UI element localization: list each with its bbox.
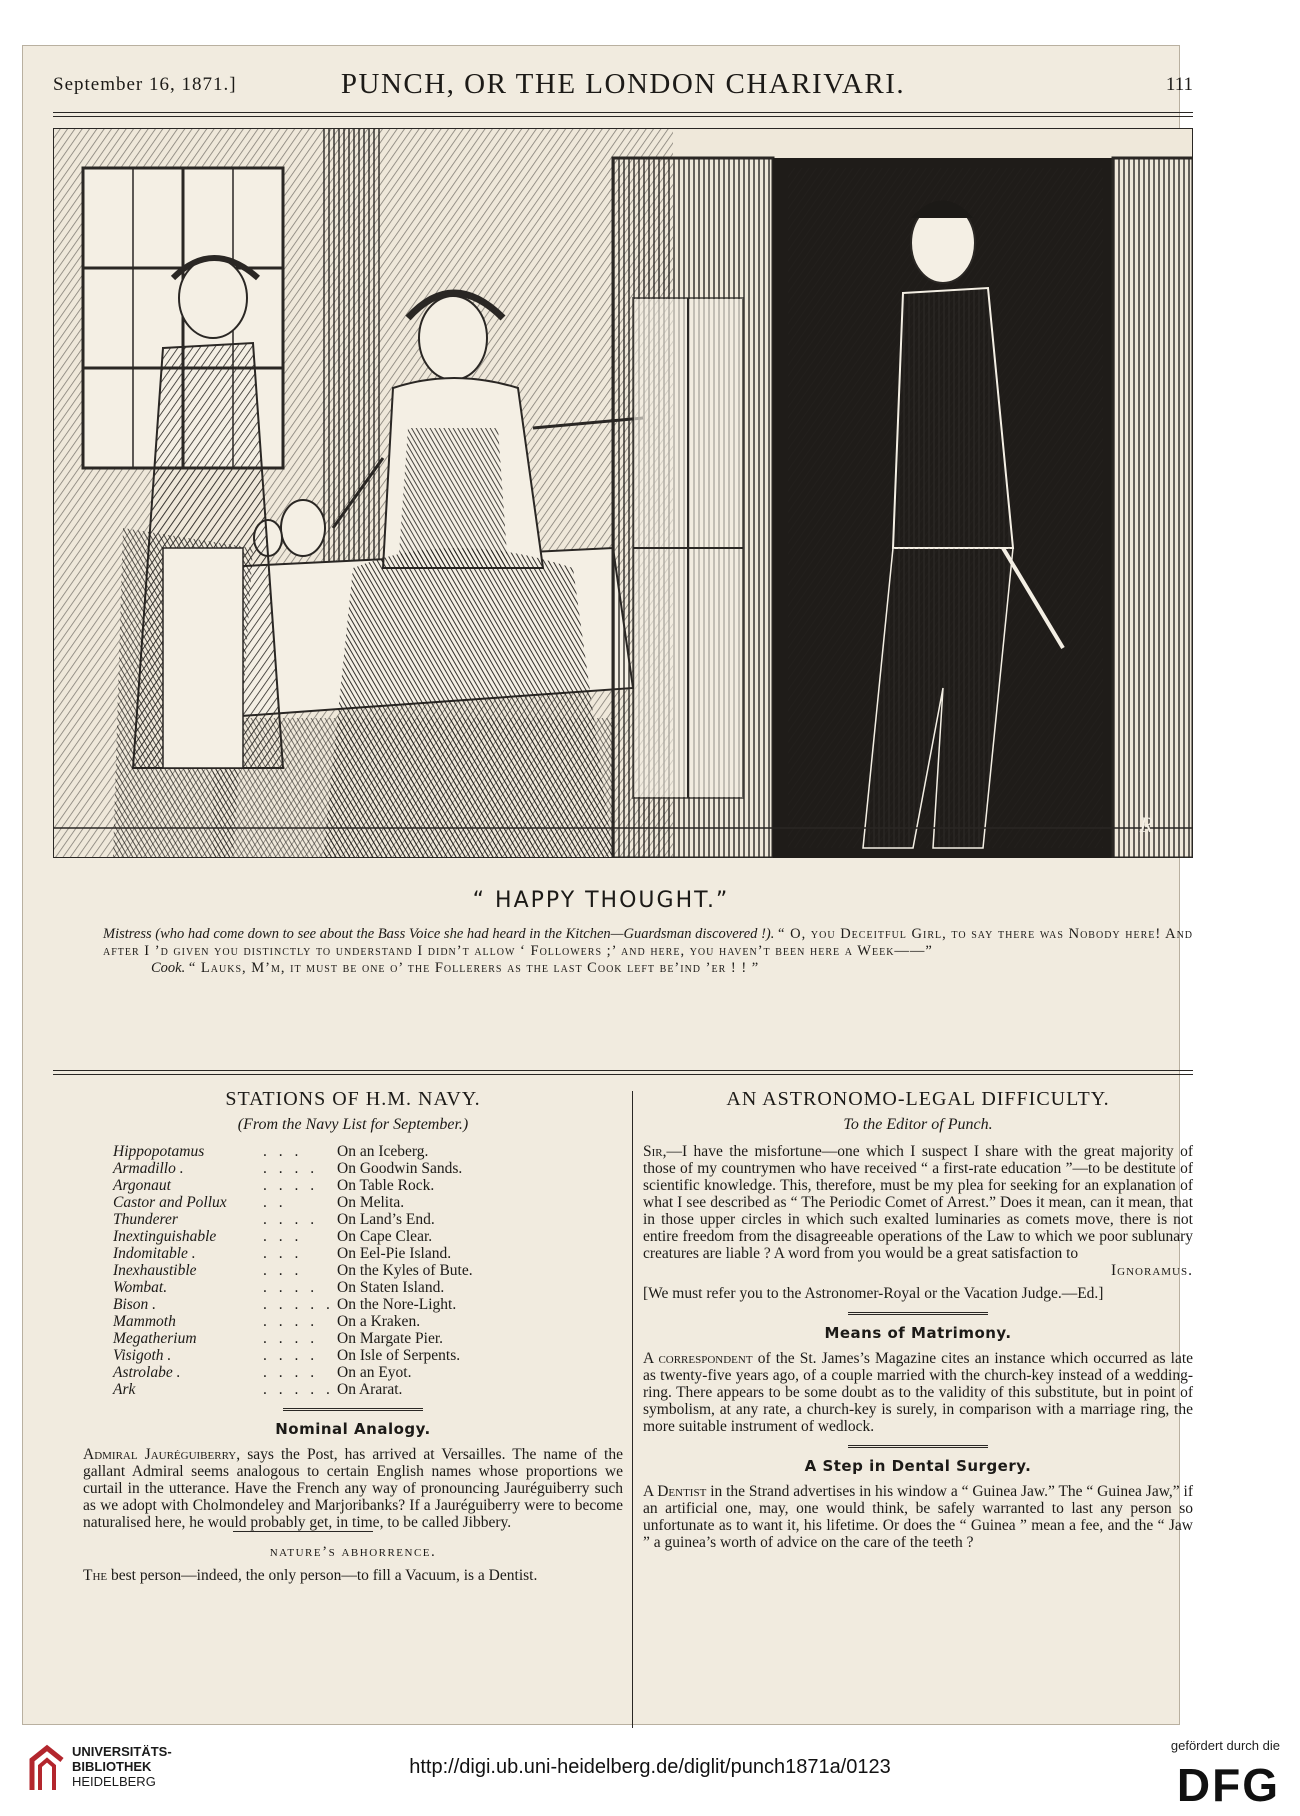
dental-lead: A Dentist — [643, 1483, 707, 1500]
nominal-text: says the Post, has arrived at Versailles. The name of the gallant Admiral seems analogous to certain English names whose proportions we curtail in the utterance. Have the French any way of pronouncing Jauréguiberry such as we adopt with Cholmondeley and Marjoribanks? If a Jauréguiberry were to become naturalised here, he would probably get, in time, to be called Jibbery. — [83, 1446, 623, 1531]
ship-name: Hippopotamus — [113, 1143, 205, 1160]
navy-row — [113, 1194, 623, 1211]
ship-station: On an Iceberg. — [337, 1143, 429, 1160]
leader-dots: . . . . . — [263, 1381, 334, 1398]
column-divider — [632, 1091, 633, 1741]
header-page-number: 111 — [1165, 74, 1193, 95]
mistress-speech: “ O, you Deceitful Girl, to say there was Nobody here! And after I ’d given you distinctly to understand I didn’t allow ‘ Followers ;’ and here, you haven’t been here a Week——” — [103, 926, 1194, 959]
dental-title: A Step in Dental Surgery. — [804, 1457, 1032, 1475]
leader-dots: . . . — [263, 1143, 303, 1160]
navy-row — [113, 1364, 623, 1381]
navy-row — [113, 1279, 623, 1296]
caption-rule-2 — [53, 1074, 1193, 1075]
ship-station: On Eel-Pie Island. — [337, 1245, 452, 1262]
ship-station: On the Kyles of Bute. — [337, 1262, 473, 1279]
matrimony-lead: A correspondent — [643, 1350, 753, 1367]
ship-station: On an Eyot. — [337, 1364, 412, 1381]
ship-name: Indomitable . — [113, 1245, 196, 1262]
ship-station: On Melita. — [337, 1194, 405, 1211]
page-header — [53, 68, 1193, 108]
ship-station: On Table Rock. — [337, 1177, 435, 1194]
nature-text: best person—indeed, the only person—to fill a Vacuum, is a Dentist. — [111, 1567, 538, 1584]
ship-name: Thunderer — [113, 1211, 178, 1228]
caption-rule — [53, 1070, 1193, 1071]
leader-dots: . . . . — [263, 1177, 319, 1194]
section-divider — [283, 1408, 423, 1411]
navy-row — [113, 1211, 623, 1228]
navy-row — [113, 1228, 623, 1245]
ship-station: On Isle of Serpents. — [337, 1347, 461, 1364]
navy-row — [113, 1381, 623, 1398]
dfg-logo: DFG — [1176, 1759, 1280, 1811]
cook-speech: “ Lauks, M’m, it must be one o’ the Follerers as the last Cook left be’ind ’er ! ! ” — [188, 960, 760, 976]
cartoon-drawing — [53, 128, 1193, 858]
section-divider-right — [848, 1312, 988, 1315]
nature-lead: The — [83, 1567, 108, 1584]
short-rule — [233, 1531, 373, 1532]
navy-row — [113, 1143, 623, 1160]
astro-title: AN ASTRONOMO-LEGAL DIFFICULTY. — [726, 1088, 1110, 1110]
leader-dots: . . . — [263, 1262, 303, 1279]
cook-line — [151, 960, 1193, 977]
ship-name: Wombat. — [113, 1279, 168, 1296]
nature-paragraph — [83, 1567, 623, 1584]
ship-station: On a Kraken. — [337, 1313, 421, 1330]
leader-dots: . . . — [263, 1228, 303, 1245]
caption-body — [103, 926, 1193, 977]
ship-station: On Cape Clear. — [337, 1228, 433, 1245]
right-column — [643, 1088, 1194, 1551]
navy-title: STATIONS OF H.M. NAVY. — [225, 1088, 481, 1110]
leader-dots: . . . . — [263, 1279, 319, 1296]
leader-dots: . . . . — [263, 1313, 319, 1330]
library-line-3: HEIDELBERG — [72, 1774, 156, 1789]
newspaper-page — [22, 45, 1194, 1725]
ship-name: Astrolabe . — [113, 1364, 181, 1381]
navy-subtitle: (From the Navy List for September.) — [237, 1116, 469, 1133]
navy-row — [113, 1313, 623, 1330]
source-url-link[interactable]: http://digi.ub.uni-heidelberg.de/diglit/punch1871a/0123 — [409, 1756, 891, 1778]
cook-label: Cook. — [151, 960, 186, 976]
nominal-lead: Admiral Jauréguiberry, — [83, 1446, 241, 1463]
leader-dots: . . . . — [263, 1364, 319, 1381]
ship-name: Visigoth . — [113, 1347, 172, 1364]
astro-paragraph — [643, 1143, 1193, 1262]
navy-row — [113, 1262, 623, 1279]
astro-text: —I have the misfortune—one which I suspect I share with the great majority of those of my countrymen who have received “ a first-rate education ”—to be destitute of scientific knowledge. This, therefore, must be my plea for seeking for an explanation of what I see described as “ The Periodic Comet of Arrest.” Does it mean, can it mean, that in those upper circles in which such exalted luminaries as comets move, there is not entire freedom from the disagreeable operations of the Law to which we poor sublunary creatures are liable ? A word from you would be a great satisfaction to — [643, 1143, 1193, 1262]
ship-name: Megatherium — [113, 1330, 197, 1347]
leader-dots: . . . — [263, 1245, 303, 1262]
library-line-1: UNIVERSITÄTS- — [72, 1744, 172, 1759]
navy-row — [113, 1245, 623, 1262]
ship-name: Bison . — [113, 1296, 157, 1313]
navy-row — [113, 1160, 623, 1177]
header-rule — [53, 112, 1193, 113]
matrimony-text: of the St. James’s Magazine cites an instance which occurred as late as twenty-five years ago, of a couple married with the church-key instead of a wedding-ring. There appears to be some doubt as to the validity of this substitute, but in point of symbolism, at any rate, a church-key is surely, in comparison with a marriage ring, the more suitable instrument of wedlock. — [643, 1350, 1194, 1435]
astro-signature: Ignoramus. — [1111, 1262, 1193, 1279]
ship-name: Mammoth — [113, 1313, 176, 1330]
ship-station: On Ararat. — [337, 1381, 403, 1398]
nominal-title: Nominal Analogy. — [275, 1420, 431, 1438]
nature-title: nature’s abhorrence. — [269, 1544, 437, 1560]
cartoon-illustration — [53, 128, 1193, 858]
ship-station: On Staten Island. — [337, 1279, 445, 1296]
ship-station: On Land’s End. — [337, 1211, 435, 1228]
leader-dots: . . . . — [263, 1211, 319, 1228]
dental-text: in the Strand advertises in his window a “ Guinea Jaw.” The “ Guinea Jaw,” if an artificial one, may, one would think, be safely warranted to last any person so unfortunate as to want it, his lifetime. Or does the “ Guinea ” mean a fee, and the “ Jaw ” a guinea’s worth of advice on the care of the teeth ? — [643, 1483, 1194, 1551]
left-column — [83, 1088, 623, 1584]
ship-station: On Margate Pier. — [337, 1330, 444, 1347]
astro-subtitle: To the Editor of Punch. — [843, 1116, 993, 1133]
ship-name: Castor and Pollux — [113, 1194, 227, 1211]
caption-title: “ HAPPY THOUGHT.” — [472, 888, 730, 913]
matrimony-title: Means of Matrimony. — [824, 1324, 1012, 1342]
funded-by-label: gefördert durch die — [1170, 1738, 1280, 1753]
astro-lead: Sir, — [643, 1143, 667, 1160]
nominal-paragraph — [83, 1446, 623, 1531]
header-title: PUNCH, OR THE LONDON CHARIVARI. — [340, 68, 906, 100]
header-rule-2 — [53, 116, 1193, 117]
header-date: September 16, 1871.] — [53, 74, 237, 95]
ship-name: Armadillo . — [113, 1160, 184, 1177]
navy-list — [113, 1143, 623, 1398]
leader-dots: . . — [263, 1194, 287, 1211]
ship-name: Ark — [113, 1381, 136, 1398]
matrimony-paragraph — [643, 1350, 1193, 1435]
mistress-label: Mistress (who had come down to see about the Bass Voice she had heard in the Kitchen—Guardsman discovered !). — [103, 926, 775, 942]
ship-name: Inexhaustible — [113, 1262, 197, 1279]
leader-dots: . . . . — [263, 1160, 319, 1177]
navy-row — [113, 1296, 623, 1313]
ship-station: On the Nore-Light. — [337, 1296, 457, 1313]
digitization-footer — [0, 1728, 1300, 1816]
ship-name: Argonaut — [113, 1177, 171, 1194]
ship-name: Inextinguishable — [113, 1228, 217, 1245]
ship-station: On Goodwin Sands. — [337, 1160, 463, 1177]
leader-dots: . . . . — [263, 1347, 319, 1364]
mistress-line — [103, 926, 1193, 960]
editor-reply: [We must refer you to the Astronomer-Royal or the Vacation Judge.—Ed.] — [643, 1285, 1104, 1302]
navy-row — [113, 1347, 623, 1364]
section-divider-right-2 — [848, 1445, 988, 1448]
leader-dots: . . . . — [263, 1330, 319, 1347]
dental-paragraph — [643, 1483, 1193, 1551]
leader-dots: . . . . . — [263, 1296, 334, 1313]
navy-row — [113, 1177, 623, 1194]
navy-row — [113, 1330, 623, 1347]
library-line-2: BIBLIOTHEK — [72, 1759, 152, 1774]
artist-signature: R — [1139, 812, 1153, 837]
